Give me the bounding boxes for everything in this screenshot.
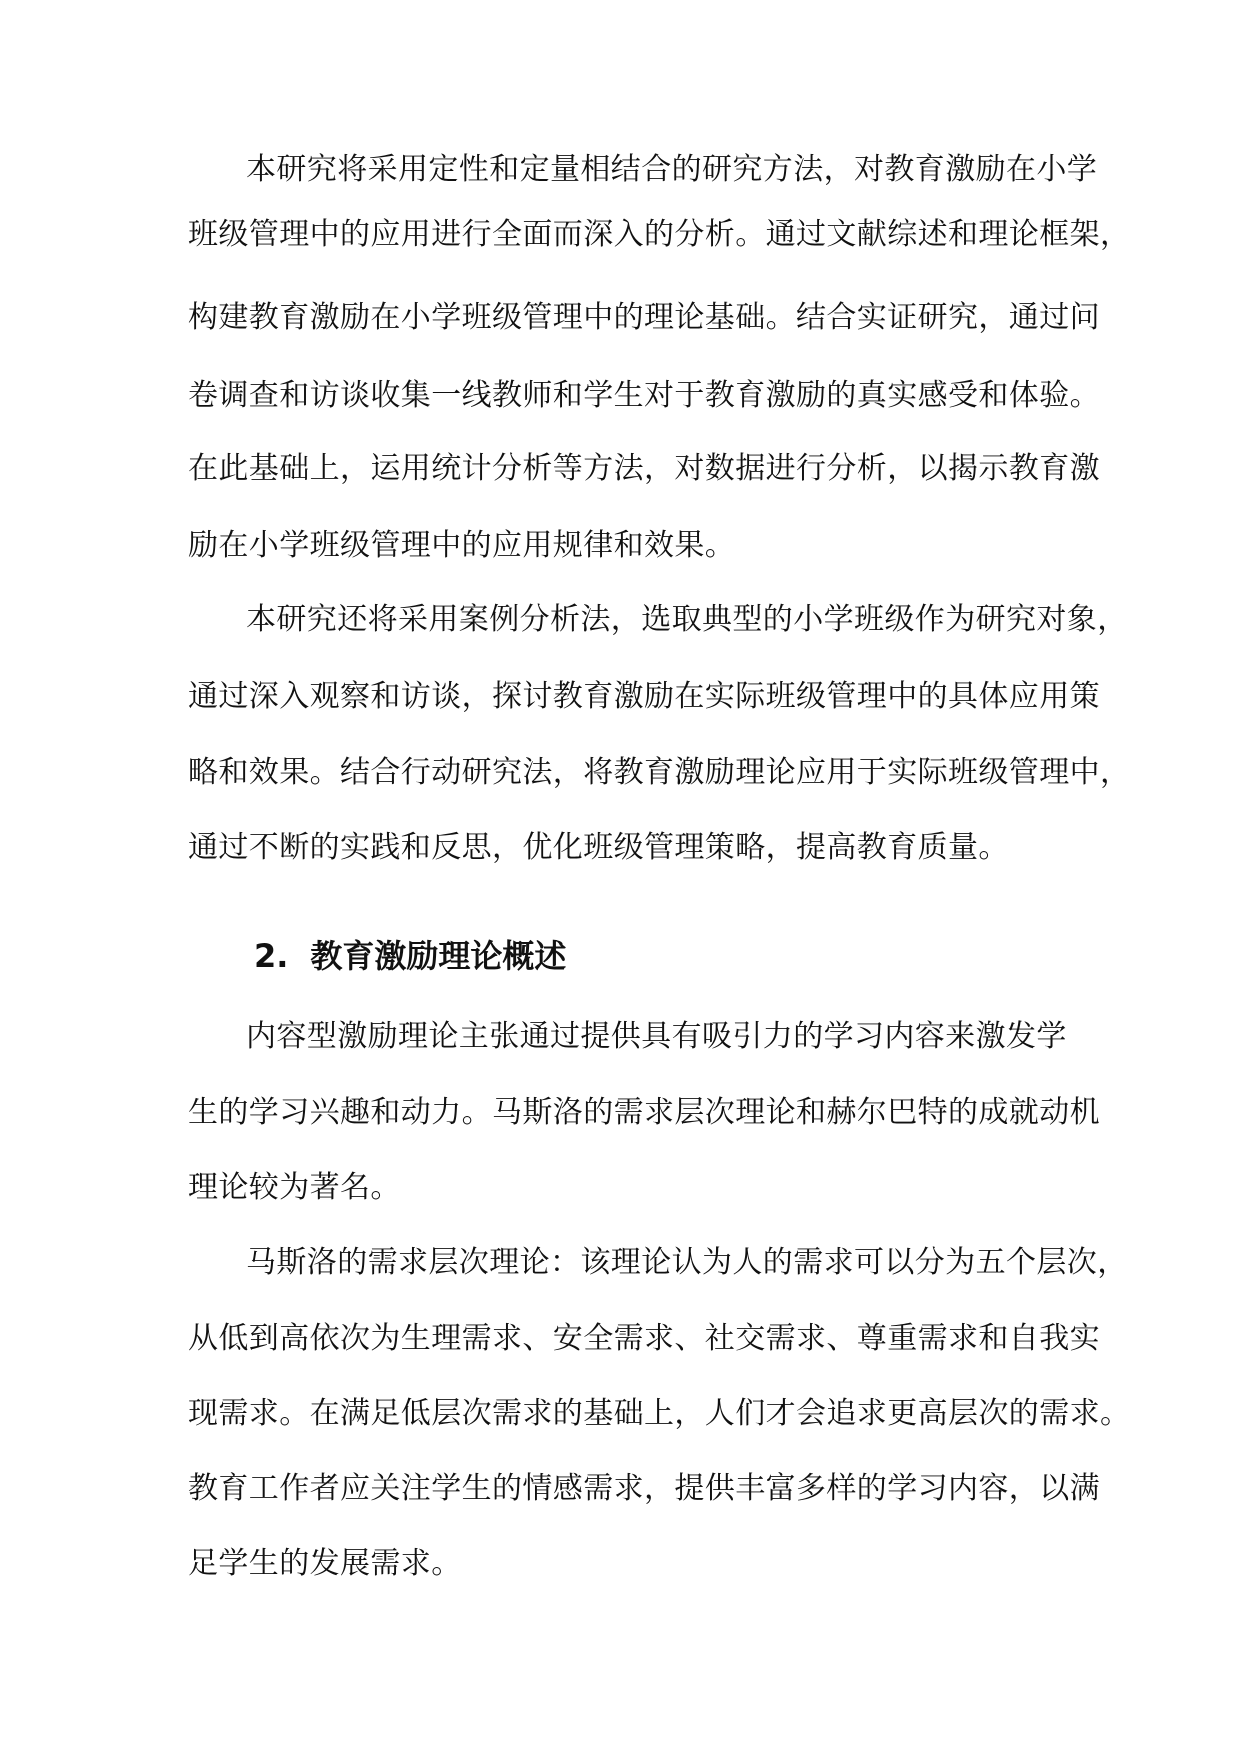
section-title: 教育激励理论概述 (310, 937, 567, 975)
paragraph-2-line-3: 略和效果。结合行动研究法，将教育激励理论应用于实际班级管理中， (188, 755, 1131, 790)
paragraph-1-line-5: 在此基础上，运用统计分析等方法，对数据进行分析，以揭示教育激 (188, 451, 1100, 486)
paragraph-1-line-3: 构建教育激励在小学班级管理中的理论基础。结合实证研究，通过问 (188, 300, 1100, 335)
section-paragraph-2-line-5: 足学生的发展需求。 (188, 1546, 462, 1581)
paragraph-1-line-2: 班级管理中的应用进行全面而深入的分析。通过文献综述和理论框架， (188, 217, 1131, 252)
section-paragraph-1-line-1: 内容型激励理论主张通过提供具有吸引力的学习内容来激发学 (246, 1019, 1067, 1054)
section-paragraph-2-line-3: 现需求。在满足低层次需求的基础上，人们才会追求更高层次的需求。 (188, 1396, 1131, 1431)
section-heading (254, 936, 566, 976)
paragraph-2-line-2: 通过深入观察和访谈，探讨教育激励在实际班级管理中的具体应用策 (188, 679, 1100, 714)
paragraph-1-line-1: 本研究将采用定性和定量相结合的研究方法，对教育激励在小学 (246, 152, 1098, 187)
paragraph-1-line-6: 励在小学班级管理中的应用规律和效果。 (188, 528, 736, 563)
paragraph-2-line-4: 通过不断的实践和反思，优化班级管理策略，提高教育质量。 (188, 830, 1009, 865)
section-paragraph-2-line-4: 教育工作者应关注学生的情感需求，提供丰富多样的学习内容，以满 (188, 1471, 1100, 1506)
paragraph-1-line-4: 卷调查和访谈收集一线教师和学生对于教育激励的真实感受和体验。 (188, 378, 1100, 413)
paragraph-2-line-1: 本研究还将采用案例分析法，选取典型的小学班级作为研究对象， (246, 602, 1128, 637)
section-number: 2. (254, 937, 289, 975)
section-paragraph-1-line-2: 生的学习兴趣和动力。马斯洛的需求层次理论和赫尔巴特的成就动机 (188, 1095, 1100, 1130)
section-paragraph-2-line-1: 马斯洛的需求层次理论：该理论认为人的需求可以分为五个层次， (246, 1245, 1128, 1280)
section-paragraph-2-line-2: 从低到高依次为生理需求、安全需求、社交需求、尊重需求和自我实 (188, 1321, 1100, 1356)
section-paragraph-1-line-3: 理论较为著名。 (188, 1170, 401, 1205)
